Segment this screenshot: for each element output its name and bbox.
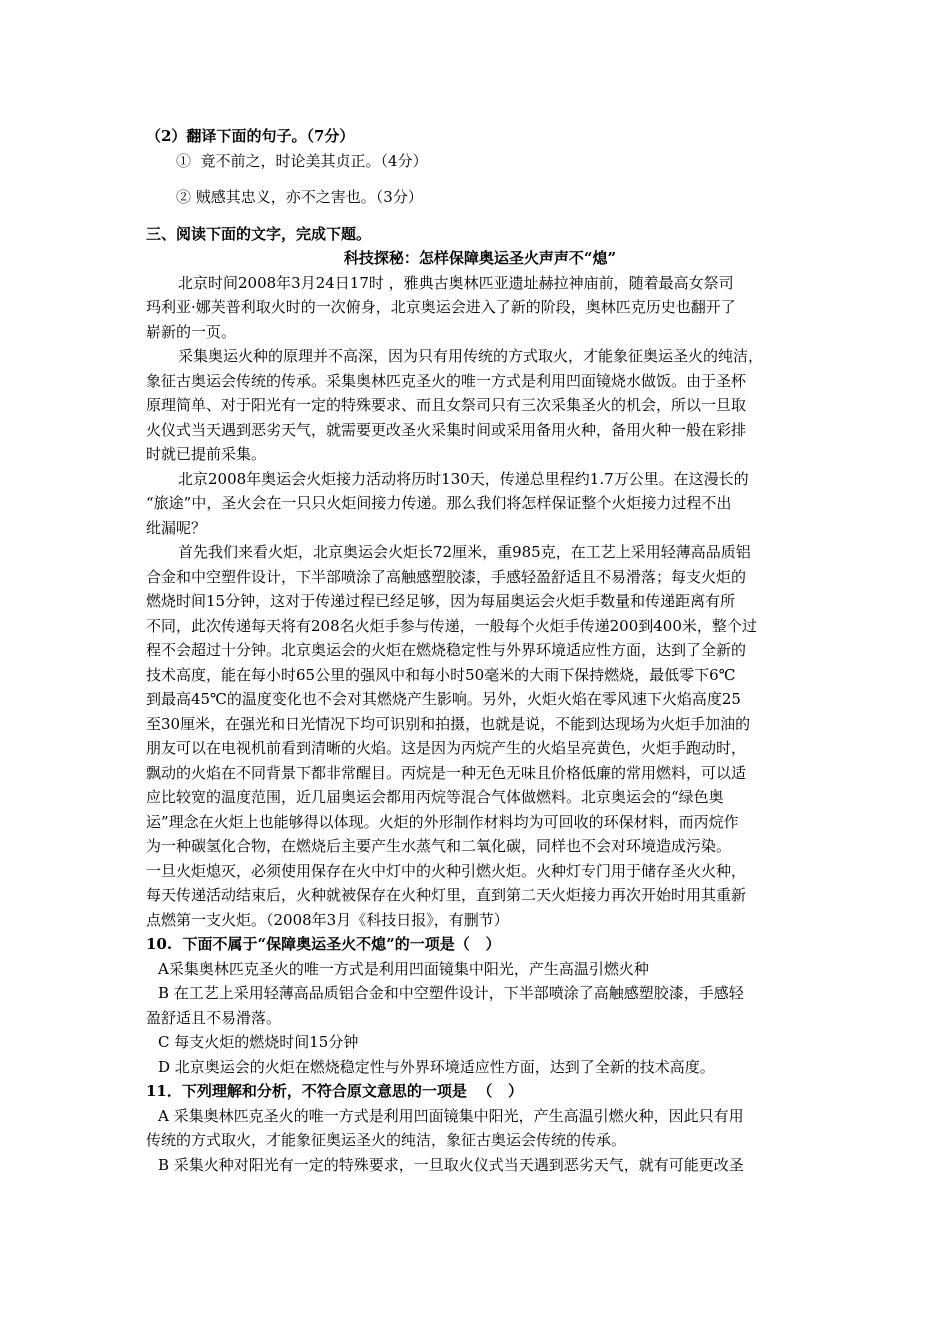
article-line: 点燃第一支火炬。（2008年3月《科技日报》，有删节） xyxy=(146,910,509,929)
article-line: 首先我们来看火炬，北京奥运会火炬长72厘米，重985克，在工艺上采用轻薄高品质铝 xyxy=(178,543,751,561)
question-10-option-b-cont: 盈舒适且不易滑落。 xyxy=(146,1008,282,1027)
section-2-heading: （2）翻译下面的句子。（7分） xyxy=(146,127,355,145)
translate-sentence-1: ① 竟不前之，时论美其贞正。（4分） xyxy=(176,151,428,170)
question-11-option-b: B 采集火种对阳光有一定的特殊要求，一旦取火仪式当天遇到恶劣天气，就有可能更改圣 xyxy=(158,1155,744,1174)
article-line: 合金和中空塑件设计，下半部喷涂了高触感塑胶漆，手感轻盈舒适且不易滑落；每支火炬的 xyxy=(146,567,747,586)
article-title: 科技探秘：怎样保障奥运圣火声声不“熄” xyxy=(343,249,617,267)
article-line: 运”理念在火炬上也能够得以体现。火炬的外形制作材料均为可回收的环保材料，而丙烷作 xyxy=(146,812,739,831)
article-line: 燃烧时间15分钟，这对于传递过程已经足够，因为每届奥运会火炬手数量和传递距离有所 xyxy=(146,592,736,610)
article-line: 采集奥运火种的原理并不高深，因为只有用传统的方式取火，才能象征奥运圣火的纯洁， xyxy=(178,347,764,365)
article-line: 纰漏呢？ xyxy=(146,518,207,537)
article-line: 应比较宽的温度范围，近几届奥运会都用丙烷等混合气体做燃料。北京奥运会的“绿色奥 xyxy=(146,788,724,806)
article-line: 技术高度，能在每小时65公里的强风中和每小时50毫米的大雨下保持燃烧，最低零下6℃ xyxy=(146,665,736,684)
article-line: 一旦火炬熄灭，必须使用保存在火中灯中的火种引燃火炬。火种灯专门用于储存圣火火种， xyxy=(146,861,747,880)
article-line: 北京时间2008年3月24日17时 ，雅典古奥林匹亚遗址赫拉神庙前，随着最高女祭司 xyxy=(178,273,734,292)
answer-space xyxy=(146,210,814,222)
article-line: 飘动的火焰在不同背景下都非常醒目。丙烷是一种无色无味且价格低廉的常用燃料，可以适 xyxy=(146,763,747,782)
article-line: 每天传递活动结束后，火种就被保存在火种灯里，直到第二天火炬接力再次开始时用其重新 xyxy=(146,886,747,904)
article-line: 北京2008年奥运会火炬接力活动将历时130天，传递总里程约1.7万公里。在这漫长的 xyxy=(178,469,749,488)
article-line: 时就已提前采集。 xyxy=(146,445,267,463)
article-line: “旅途”中，圣火会在一只只火炬间接力传递。那么我们将怎样保证整个火炬接力过程不出 xyxy=(146,494,732,512)
answer-space xyxy=(146,173,814,185)
article-line: 象征古奥运会传统的传承。采集奥林匹克圣火的唯一方式是利用凹面镜烧水做饭。由于圣杯 xyxy=(146,371,747,390)
question-11-option-a: A 采集奥林匹克圣火的唯一方式是利用凹面镜集中阳光，产生高温引燃火种，因此只有用 xyxy=(158,1106,744,1125)
article-line: 朋友可以在电视机前看到清晰的火焰。这是因为丙烷产生的火焰呈亮黄色，火炬手跑动时， xyxy=(146,739,747,757)
article-line: 火仪式当天遇到恶劣天气，就需要更改圣火采集时间或采用备用火种，备用火种一般在彩排 xyxy=(146,420,747,439)
translate-sentence-2: ② 贼感其忠义，亦不之害也。（3分） xyxy=(176,188,423,206)
article-line: 程不会超过十分钟。北京奥运会的火炬在燃烧稳定性与外界环境适应性方面，达到了全新的 xyxy=(146,641,747,659)
article-line: 原理简单、对于阳光有一定的特殊要求、而且女祭司只有三次采集圣火的机会，所以一旦取 xyxy=(146,396,747,414)
question-10-stem: 10. 下面不属于“保障奥运圣火不熄”的一项是（ ） xyxy=(146,935,501,953)
article-line: 至30厘米，在强光和日光情况下均可识别和拍摄，也就是说，不能到达现场为火炬手加油的 xyxy=(146,714,751,733)
question-10-option-d: D 北京奥运会的火炬在燃烧稳定性与外界环境适应性方面，达到了全新的技术高度。 xyxy=(158,1057,715,1076)
article-line: 到最高45℃的温度变化也不会对其燃烧产生影响。另外，火炬火焰在零风速下火焰高度25 xyxy=(146,690,741,708)
question-10-option-c: C 每支火炬的燃烧时间15分钟 xyxy=(158,1033,359,1051)
question-11-stem: 11．下列理解和分析，不符合原文意思的一项是 （ ） xyxy=(146,1082,523,1100)
article-line: 为一种碳氢化合物，在燃烧后主要产生水蒸气和二氧化碳，同样也不会对环境造成污染。 xyxy=(146,837,732,855)
article-line: 崭新的一页。 xyxy=(146,322,237,341)
section-3-heading: 三、阅读下面的文字，完成下题。 xyxy=(146,224,372,243)
article-line: 不同，此次传递每天将有208名火炬手参与传递，一般每个火炬手传递200到400米，整个过 xyxy=(146,616,757,635)
article-line: 玛利亚·娜芙普利取火时的一次俯身，北京奥运会进入了新的阶段，奥林匹克历史也翻开了 xyxy=(146,298,736,316)
question-10-option-b: B 在工艺上采用轻薄高品质铝合金和中空塑件设计，下半部喷涂了高触感塑胶漆，手感轻 xyxy=(158,984,744,1002)
question-10-option-a: A采集奥林匹克圣火的唯一方式是利用凹面镜集中阳光，产生高温引燃火种 xyxy=(158,959,649,978)
text-column xyxy=(146,124,814,1177)
question-11-option-a-cont: 传统的方式取火，才能象征奥运圣火的纯洁，象征古奥运会传统的传承。 xyxy=(146,1131,627,1149)
